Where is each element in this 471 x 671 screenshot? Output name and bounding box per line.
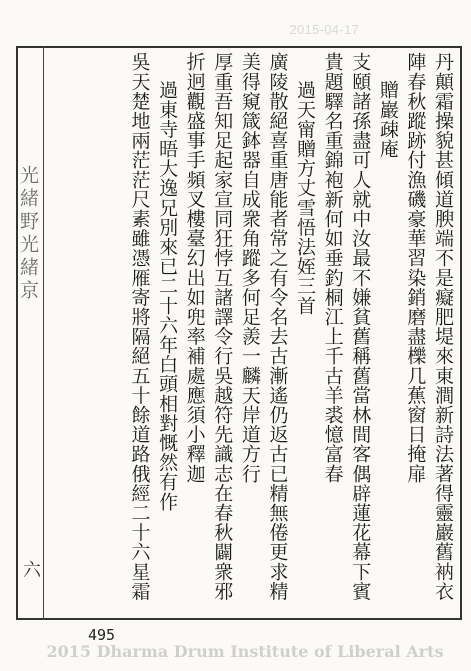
poem-title-column: 贈巖疎庵 <box>376 80 399 159</box>
text-column: 支頤諸孫盡可人就中汝最不嫌貧舊稱舊當林間客偶辟蓮花幕下賓 <box>349 52 372 601</box>
text-column: 丹顛霜操貌甚傾道腴端不是癡肥堤來東澗新詩法著得靈巖舊衲衣 <box>432 52 454 601</box>
page-number: 495 <box>88 626 116 644</box>
text-column: 吳天楚地兩茫茫尺素雖憑雁寄將隔絕五十餘道路俄經二十六星霜 <box>128 52 151 601</box>
text-column: 貴題驛名重錦袍新何如垂釣桐江上千古羊裘憶富春 <box>321 52 344 484</box>
text-column: 廣陵散絕喜重唐能者常之有令名去古漸遙仍返古已精無倦更求精 <box>266 52 289 601</box>
book-spine-margin <box>16 46 44 620</box>
watermark: 2015 Dharma Drum Institute of Liberal Arts <box>46 642 444 661</box>
text-column: 厚重吾知足起家宣同狂悖互諸譯令行吳越符先識志在春秋闢衆邪 <box>211 52 234 601</box>
text-column: 陣春秋蹤跡付漁磯豪華習染銷磨盡櫟几蕉窗日掩扉 <box>404 52 427 484</box>
spine-title: 光緒野光緒京 <box>17 165 39 303</box>
spine-page-marker: 六 <box>20 560 41 578</box>
poem-title-column: 過東寺晤大逸兄別來已二十六年白頭相對慨然有作 <box>156 80 179 512</box>
poem-title-column: 過天甯贈方丈雪悟法姪三首 <box>294 80 317 316</box>
date-stamp: 2015-04-17 <box>289 22 359 37</box>
text-column: 美得窺箴鉢器自成衆角蹤多何足羨一麟天岸道方行 <box>238 52 261 484</box>
text-column: 折迥觀盛事手頻叉樓臺幻出如兜率補處應須小釋迦 <box>183 52 206 484</box>
vertical-text-block <box>55 52 455 614</box>
